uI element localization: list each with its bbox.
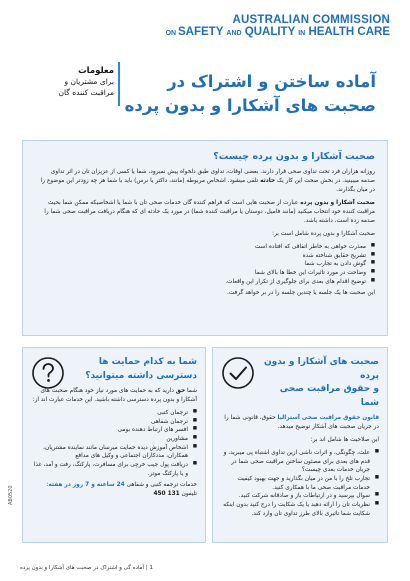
- list-item: ■ تشریح حقایق شناخته شده: [35, 252, 375, 261]
- list-item: ■ توضیح اقدام های بعدی برای جلوگیری از تکرار این واقعات.: [35, 278, 375, 287]
- audience-line-1: برای مشتریان و: [64, 77, 114, 87]
- section3-paragraph: قانون حقوق مراقبت صحی آسترالیا حقوق، قانونی شما را در جریان صحبت های آشکار توضیح میدهد.: [224, 415, 379, 430]
- checkmark-icon: [221, 356, 255, 390]
- section-rights: [212, 347, 388, 543]
- section3-list: [221, 449, 379, 519]
- footer-text: آماده گی و اشتراک در صحبت های آشکارا و بدون پرده: [20, 565, 145, 571]
- list-item: ■ تجارب تلخ را با من در میان بگذارید و جهت بهبود کیفیت خدمات مراقبت صحی ما با همکاری کنید.: [221, 475, 379, 492]
- brand-line-1: AUSTRALIAN COMMISSION: [232, 14, 390, 26]
- page-title-line-1: آماده ساختن و اشتراک در: [167, 72, 376, 91]
- list-item: ■ اشخاص آموزش دیده حمایت میرسان مانند نماینده مشتریان، همکاران، مددکاران اجتماعی و وکیل های مدافع: [31, 444, 197, 461]
- interpreter-phone-info: خدمات ترجمه کتبی و شفاهی 24 ساعته و 7 روز در هفته: تلیفون 131 450: [46, 482, 197, 498]
- document-code: AB0520: [8, 485, 14, 505]
- list-item: ■ معذرت خواهی به خاطر اتفاقی که افتاده است: [35, 243, 375, 252]
- page-footer: 1 | آماده گی و اشتراک در صحبت های آشکارا و بدون پرده: [20, 565, 153, 571]
- section1-heading: صحبت آشکارا و بدون پرده چیست؟: [213, 151, 375, 162]
- audience-label: [24, 66, 114, 98]
- section1-closing: این صحبت ها یک جلسه یا چندین جلسه را در بر خواهد گرفت.: [227, 290, 375, 297]
- section-what-is-open-disclosure: [22, 140, 388, 336]
- section1-list: [35, 243, 375, 286]
- list-item: ■ علت، چگونگی، و اثرات ناشی ازین تداوی اشتباه پی میبرید، و قدم های بعدی برای مصئون ساختن مراقبت صحی شما در جریان خدمات بعدی چیست؟: [221, 449, 379, 475]
- list-item: ■ افسر های ارتباط دهنده بومی: [31, 426, 197, 435]
- section3-heading: صحبت های آشکارا و بدون پرده و حقوق مراقبت صحی شما: [263, 357, 379, 408]
- section2-heading: شما به کدام حمایت ها دسترسی داشته میتوانید؟: [85, 357, 197, 381]
- audience-title: معلومات: [78, 66, 114, 76]
- list-item: ■ گوش دادن به تجارب شما: [35, 260, 375, 269]
- list-item: ■ دریافت پول جیب خرچی برای مسافرت، پارکنگ، رفت و آمد، غذا و یا پارکنگ موتر.: [31, 461, 197, 478]
- section-supports: [22, 347, 206, 543]
- question-mark-icon: [31, 356, 65, 390]
- list-item: ■ ترجمان شفاهی: [31, 418, 197, 427]
- section2-paragraph: شما حق دارید که به حمایت های مورد نیاز خود هنگام صحبت های آشکارا و بدون پرده دسترسی داشته باشید. این خدمات عبارت اند از:: [32, 388, 197, 403]
- list-item: ■ ترجمان کتبی: [31, 409, 197, 418]
- audience-line-2: مراقبت کننده گان: [58, 87, 114, 97]
- brand-line-2: ON SAFETY AND QUALITY IN HEALTH CARE: [165, 26, 390, 39]
- section3-intro: این صلاحیت ها شامل اند بر:: [310, 436, 379, 443]
- page-title-line-2: صحبت های آشکارا و بدون پرده: [124, 95, 376, 115]
- page-number: 1: [149, 565, 153, 571]
- page-title: [116, 70, 376, 118]
- section1-paragraph-1: روزانه هزاران فرد تحت تداوی صحی قرار دارند. بعضی اوقات، تداوی طبق دلخواه پیش نمیرود، شما یا کسی از عزیزان تان در اثر تداوی صدمه میبینید. در بخش صحت این کار یک حادثه تلقی میشود. اشخاص مربوطه (مانند، داکتر یا نرس) باید با شما هر چه زودتر این موضوع را در میان بگذارند.: [40, 169, 375, 193]
- list-item: ■ وضاحت در مورد تاثیرات این خطا ها بالای شما: [35, 269, 375, 278]
- section1-paragraph-2: صحبت آشکارا و بدون پرده عبارت از صحبت هایی است که فراهم کننده گان خدمات صحی تان با شما یا اشخاصیکه ممکن شما بحیث مراقبت کننده خود انتخاب میکنید (مانند فامیل، دوستان یا مراقبت کننده شما) در مورد یک حادثه ای که هنگام دریافت مراقبت صحی شما را صدمه زده است، داشته باشد.: [44, 199, 375, 224]
- list-item: ■ نظریات تان را ارائه دهید یا یک شکایت را درج کنید بدون اینکه شکایت شما تاثیری بالای طرز تداوی تان وارد کند.: [221, 501, 379, 518]
- list-item: ■ مشاورین: [31, 435, 197, 444]
- section2-list: [31, 409, 197, 479]
- brand-logo: [166, 14, 390, 38]
- section1-list-intro: صحبت آشکارا و بدون پرده شامل است بر:: [272, 230, 375, 237]
- list-item: ■ سوال بپرسید و در ارتباطات باز و صادقانه شرکت کنید.: [221, 492, 379, 501]
